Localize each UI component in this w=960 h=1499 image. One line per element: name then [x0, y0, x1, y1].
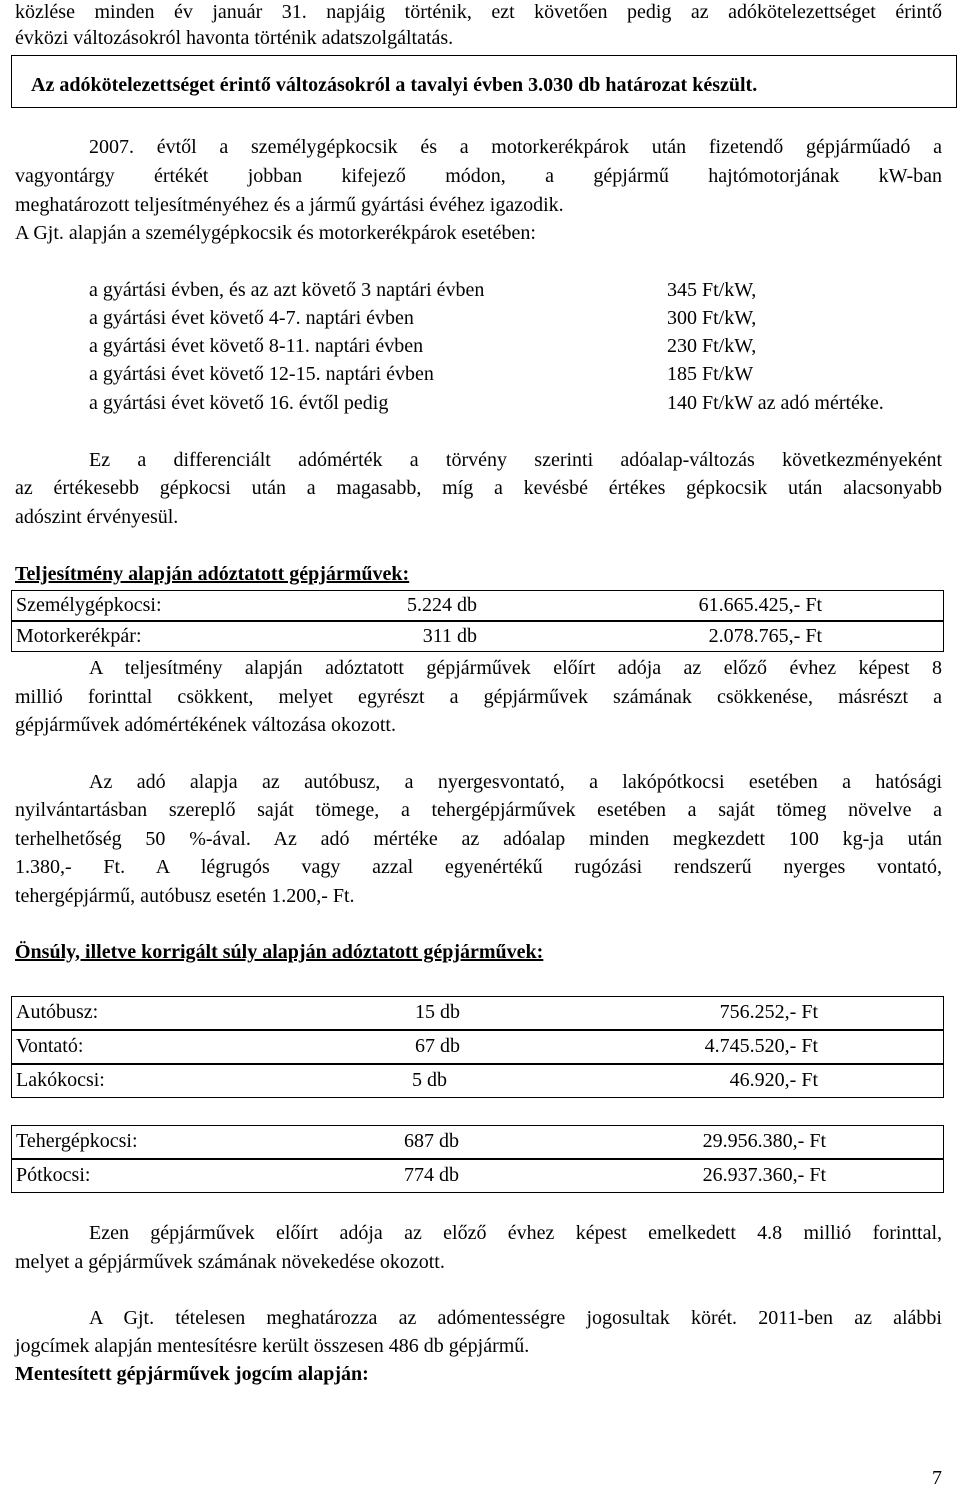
vehicle-amount: 46.920,- Ft [729, 1069, 818, 1091]
vehicle-amount: 2.078.765,- Ft [708, 625, 822, 647]
page-number: 7 [932, 1467, 942, 1489]
boxed-note [11, 55, 957, 108]
para-base-line-5: tehergépjármű, autóbusz esetén 1.200,- Ft. [15, 885, 355, 907]
heading-exempt: Mentesített gépjárművek jogcím alapján: [15, 1363, 369, 1385]
table-row [11, 1030, 944, 1064]
para-diff-line-1: Ez a differenciált adómérték a törvény szerinti adóalap-változás következményeként [89, 449, 942, 471]
vehicle-amount: 4.745.520,- Ft [704, 1035, 818, 1057]
intro-line-1: közlése minden év január 31. napjáig történik, ezt követően pedig az adókötelezettséget érintő [15, 1, 942, 23]
rate-value: 230 Ft/kW, [667, 335, 757, 357]
table-row [11, 996, 944, 1030]
table-row [11, 1159, 944, 1193]
vehicle-count: 687 db [404, 1130, 459, 1152]
rate-value: 345 Ft/kW, [667, 279, 757, 301]
vehicle-type: Vontató: [16, 1035, 84, 1057]
para-exempt-line-1: A Gjt. tételesen meghatározza az adómentességre jogosultak körét. 2011-ben az alábbi [89, 1307, 942, 1329]
vehicle-type: Tehergépkocsi: [16, 1130, 138, 1152]
para-diff-line-3: adószint érvényesül. [15, 506, 179, 528]
vehicle-type: Lakókocsi: [16, 1069, 105, 1091]
boxed-note-text: Az adókötelezettséget érintő változásokról a tavalyi évben 3.030 db határozat készült. [31, 74, 758, 96]
vehicle-type: Pótkocsi: [16, 1164, 91, 1186]
para-perf-line-3: gépjárművek adómértékének változása okozott. [15, 714, 396, 736]
table-row [11, 621, 944, 652]
vehicle-count: 774 db [404, 1164, 459, 1186]
rate-value: 300 Ft/kW, [667, 307, 757, 329]
rate-label: a gyártási évben, és az azt követő 3 naptári évben [89, 279, 485, 301]
para-perf-line-1: A teljesítmény alapján adóztatott gépjárművek előírt adója az előző évhez képest 8 [89, 657, 942, 679]
heading-weight: Önsúly, illetve korrigált súly alapján adóztatott gépjárművek: [15, 941, 544, 963]
vehicle-count: 311 db [422, 625, 477, 647]
rate-label: a gyártási évet követő 8-11. naptári évben [89, 335, 424, 357]
para-base-line-3: terhelhetőség 50 %-ával. Az adó mértéke az adóalap minden megkezdett 100 kg-ja után [15, 828, 942, 850]
heading-performance: Teljesítmény alapján adóztatott gépjárművek: [15, 563, 410, 585]
para-perf-line-2: millió forinttal csökkent, melyet egyrészt a gépjárművek számának csökkenése, másrészt a [15, 686, 942, 708]
vehicle-count: 15 db [415, 1001, 460, 1023]
rate-label: a gyártási évet követő 16. évtől pedig [89, 392, 389, 414]
para-exempt-line-2: jogcímek alapján mentesítésre került összesen 486 db gépjármű. [15, 1335, 530, 1357]
vehicle-amount: 29.956.380,- Ft [702, 1130, 826, 1152]
rate-label: a gyártási évet követő 12-15. naptári évben [89, 363, 434, 385]
table-row [11, 590, 944, 621]
para-diff-line-2: az értékesebb gépkocsi után a magasabb, míg a kevésbé értékes gépkocsik után alacsonyabb [15, 477, 942, 499]
table-row [11, 1064, 944, 1098]
para-2007-line-4: A Gjt. alapján a személygépkocsik és motorkerékpárok esetében: [15, 222, 536, 244]
vehicle-count: 5.224 db [407, 594, 477, 616]
table-row [11, 1125, 944, 1159]
rate-value: 185 Ft/kW [667, 363, 754, 385]
intro-line-2: évközi változásokról havonta történik adatszolgáltatás. [15, 27, 454, 49]
vehicle-amount: 61.665.425,- Ft [698, 594, 822, 616]
para-base-line-4: 1.380,- Ft. A légrugós vagy azzal egyenértékű rugózási rendszerű nyerges vontató, [15, 856, 942, 878]
vehicle-type: Motorkerékpár: [16, 625, 142, 647]
para-weight-line-2: melyet a gépjárművek számának növekedése okozott. [15, 1251, 445, 1273]
para-weight-line-1: Ezen gépjárművek előírt adója az előző évhez képest emelkedett 4.8 millió forinttal, [89, 1222, 942, 1244]
para-2007-line-2: vagyontárgy értékét jobban kifejező módon, a gépjármű hajtómotorjának kW-ban [15, 165, 942, 187]
vehicle-amount: 756.252,- Ft [719, 1001, 818, 1023]
para-2007-line-1: 2007. évtől a személygépkocsik és a motorkerékpárok után fizetendő gépjárműadó a [89, 136, 942, 158]
rate-label: a gyártási évet követő 4-7. naptári évben [89, 307, 414, 329]
vehicle-count: 67 db [415, 1035, 460, 1057]
vehicle-count: 5 db [412, 1069, 447, 1091]
vehicle-type: Személygépkocsi: [16, 594, 162, 616]
para-base-line-1: Az adó alapja az autóbusz, a nyergesvontató, a lakópótkocsi esetében a hatósági [89, 771, 942, 793]
vehicle-amount: 26.937.360,- Ft [702, 1164, 826, 1186]
vehicle-type: Autóbusz: [16, 1001, 99, 1023]
para-base-line-2: nyilvántartásban szereplő saját tömege, a tehergépjárművek esetében a saját tömeg növelve a [15, 799, 942, 821]
rate-value: 140 Ft/kW az adó mértéke. [667, 392, 884, 414]
para-2007-line-3: meghatározott teljesítményéhez és a jármű gyártási évéhez igazodik. [15, 194, 564, 216]
